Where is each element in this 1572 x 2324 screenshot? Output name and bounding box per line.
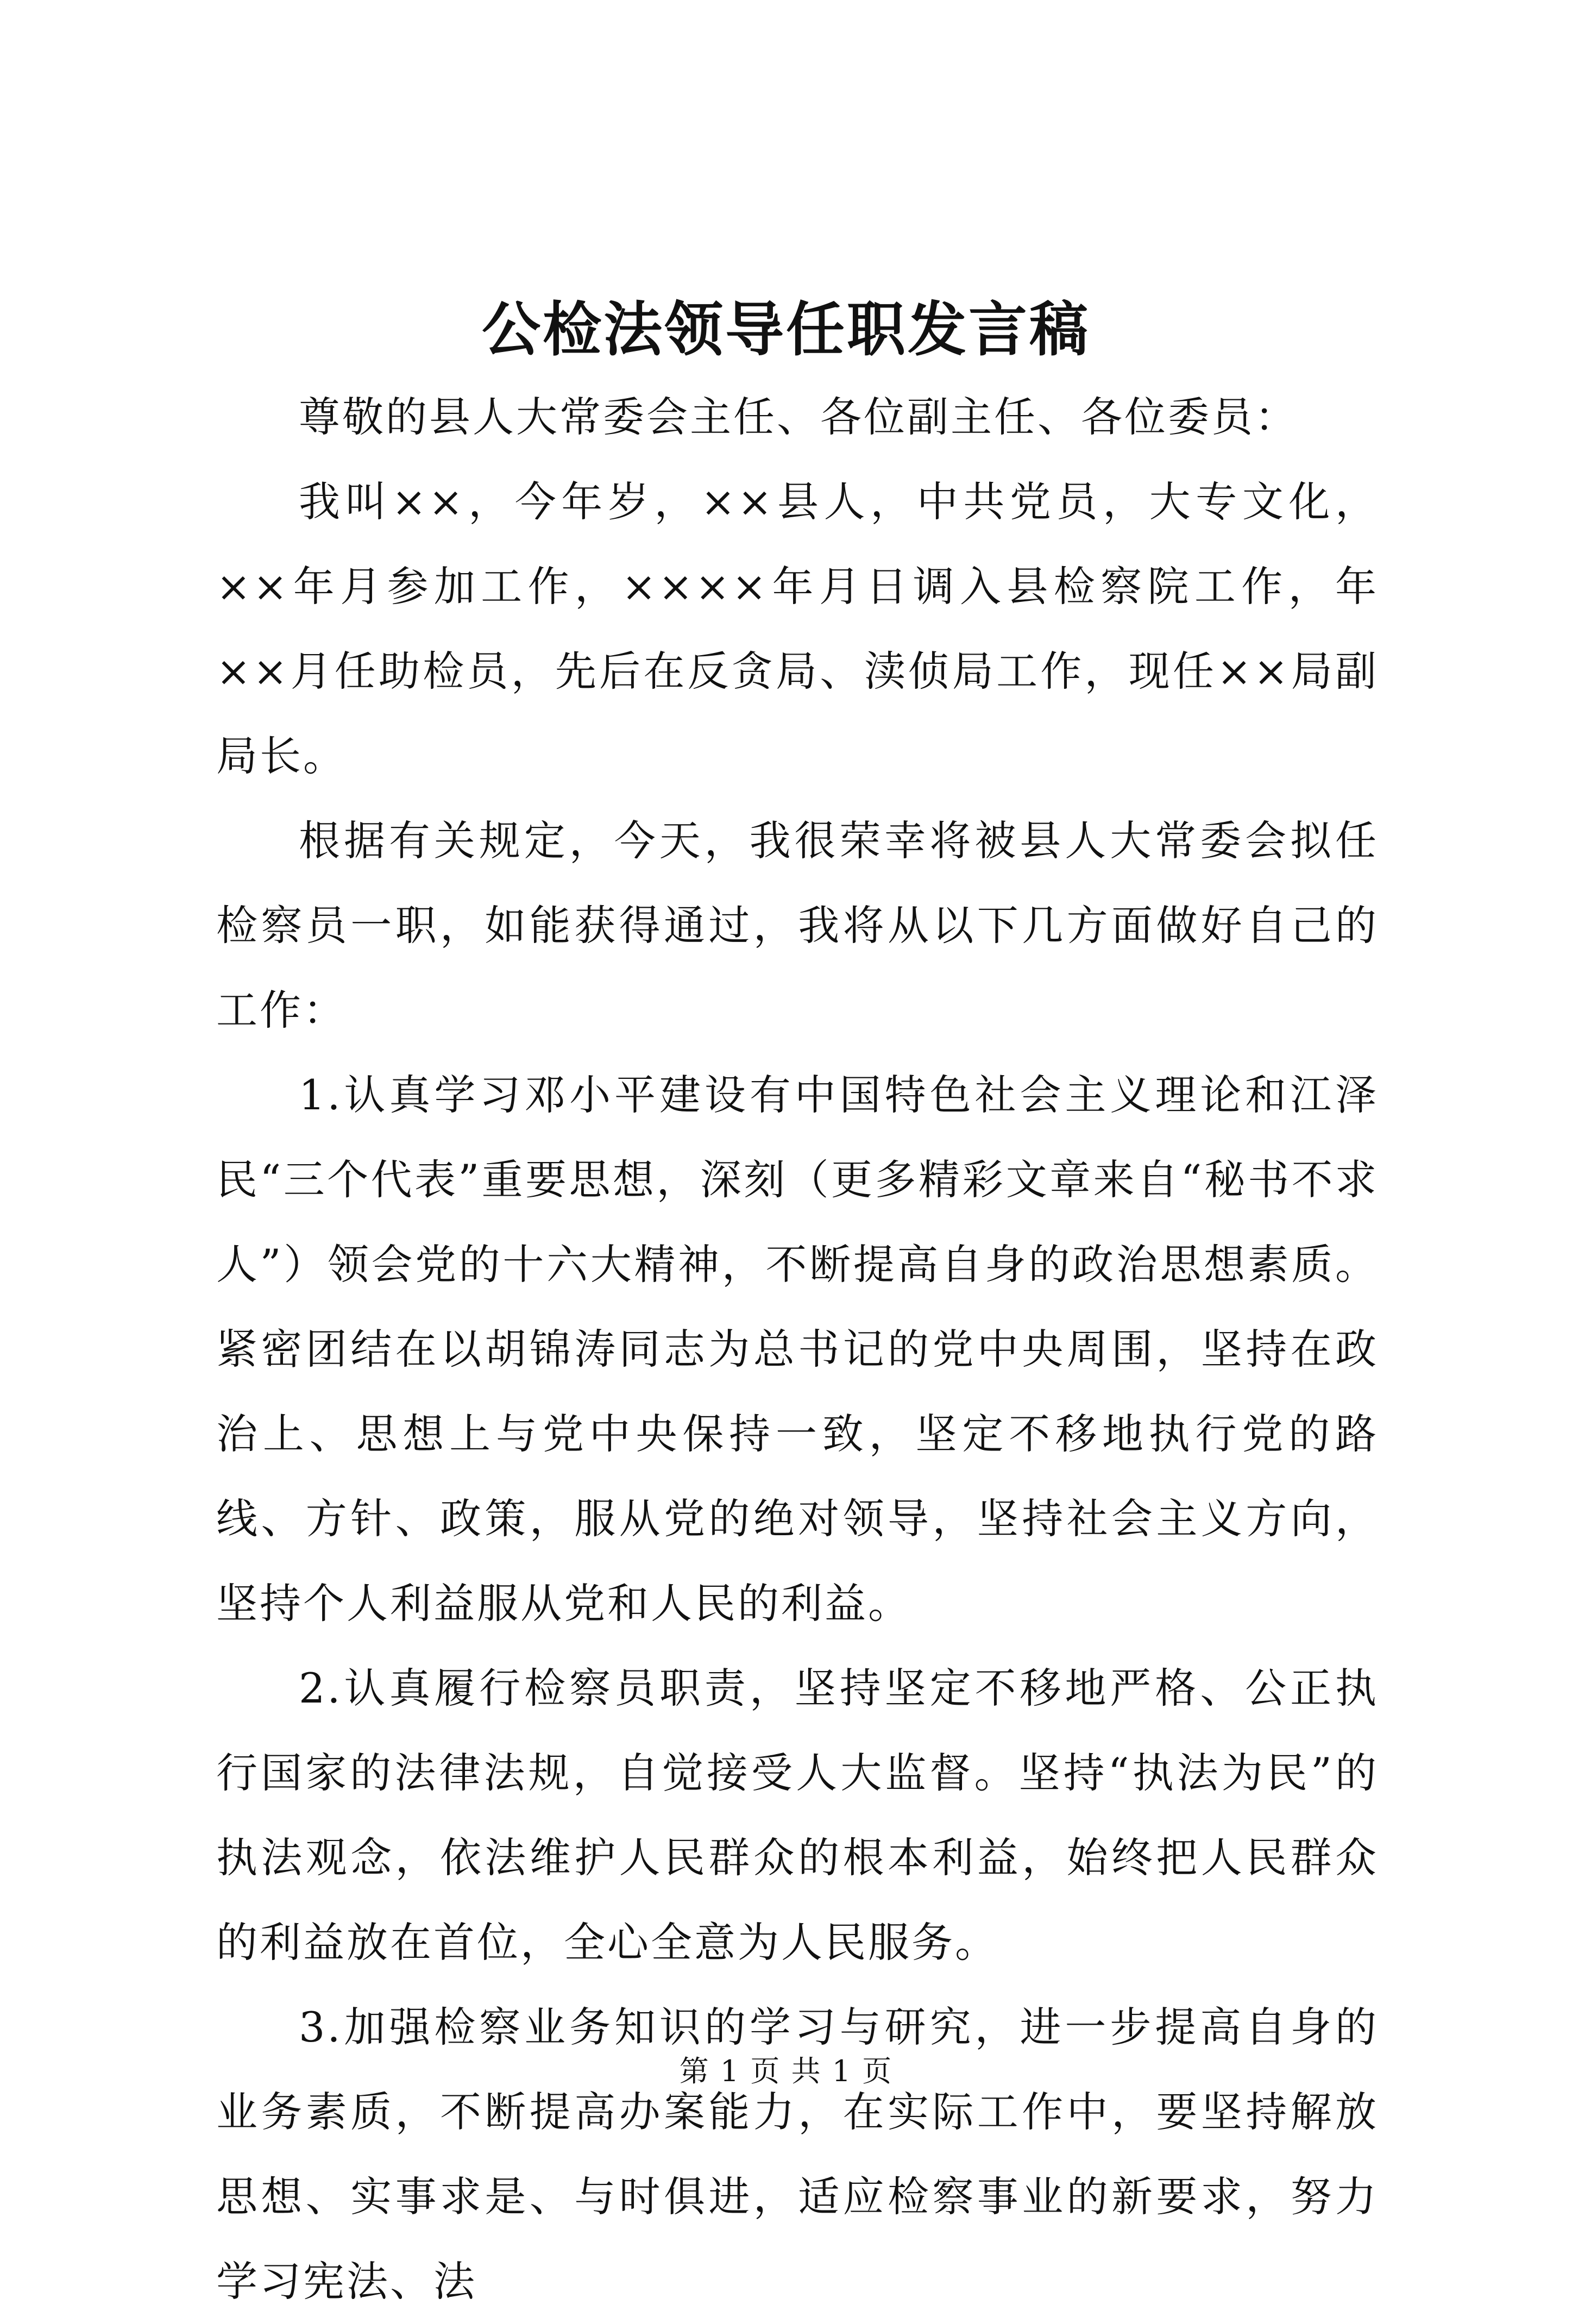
point-1-paragraph: 1.认真学习邓小平建设有中国特色社会主义理论和江泽民“三个代表”重要思想，深刻（更多精彩文章来自“秘书不求人”）领会党的十六大精神，不断提高自身的政治思想素质。紧密团结在以胡锦涛同志为总书记的党中央周围，坚持在政治上、思想上与党中央保持一致，坚定不移地执行党的路线、方针、政策，服从党的绝对领导，坚持社会主义方向，坚持个人利益服从党和人民的利益。	[216, 1071, 1379, 1628]
point-2-paragraph: 2.认真履行检察员职责，坚持坚定不移地严格、公正执行国家的法律法规，自觉接受人大监督。坚持“执法为民”的执法观念，依法维护人民群众的根本利益，始终把人民群众的利益放在首位，全心全意为人民服务。	[216, 1664, 1379, 1967]
document-body	[216, 375, 1379, 2324]
document-title: 公检法领导任职发言稿	[481, 296, 1090, 364]
point-3-paragraph: 3.加强检察业务知识的学习与研究，进一步提高自身的业务素质，不断提高办案能力，在实际工作中，要坚持解放思想、实事求是、与时俱进，适应检察事业的新要求，努力学习宪法、法	[216, 2003, 1379, 2306]
intent-paragraph: 根据有关规定，今天，我很荣幸将被县人大常委会拟任检察员一职，如能获得通过，我将从以下几方面做好自己的工作：	[216, 816, 1379, 1034]
page-footer: 第 1 页 共 1 页	[679, 2054, 893, 2088]
salutation-paragraph: 尊敬的县人大常委会主任、各位副主任、各位委员：	[299, 393, 1298, 441]
self-introduction-paragraph: 我叫××，今年岁，××县人，中共党员，大专文化，××年月参加工作，××××年月日调入县检察院工作，年××月任助检员，先后在反贪局、渎侦局工作，现任××局副局长。	[216, 478, 1379, 780]
